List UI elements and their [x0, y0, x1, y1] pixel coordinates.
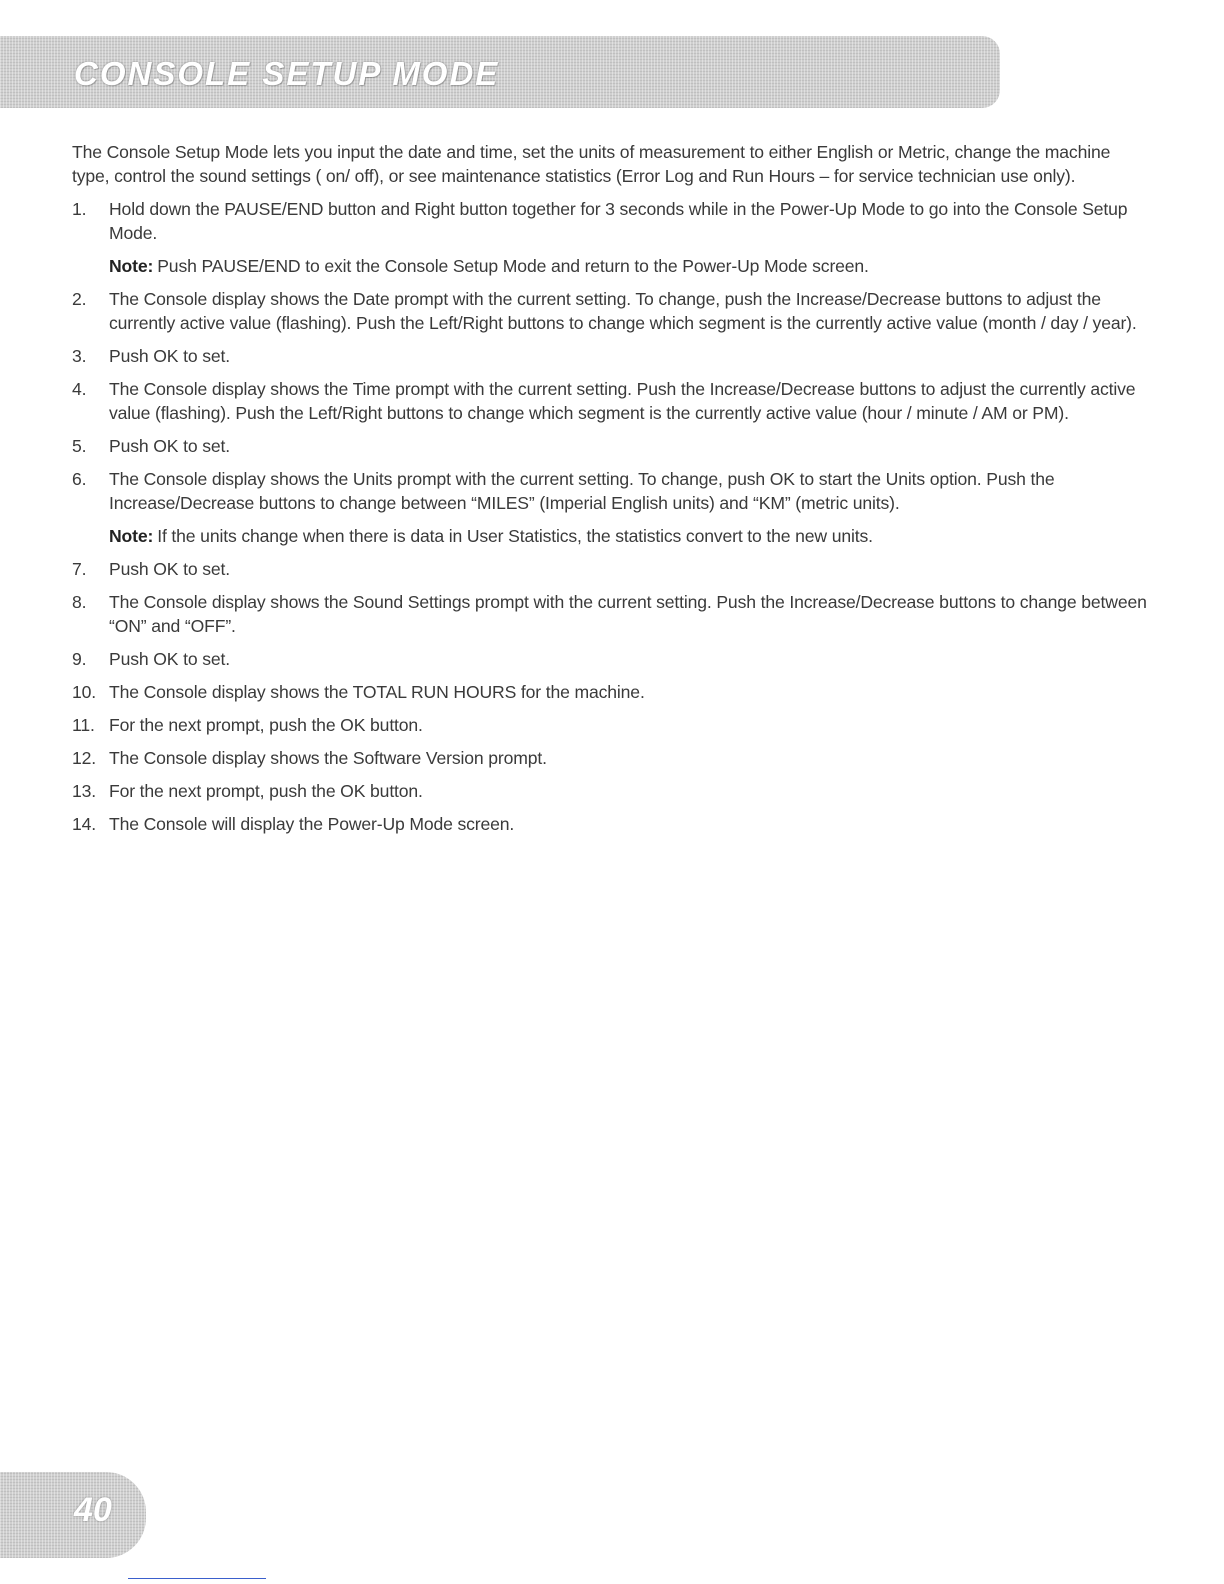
step-text: The Console display shows the TOTAL RUN HOURS for the machine.	[109, 682, 645, 702]
note-label: Note:	[109, 526, 154, 546]
step-item	[72, 377, 1152, 425]
step-number: 14.	[72, 814, 97, 834]
step-number: 1.	[72, 199, 87, 219]
step-text: The Console will display the Power-Up Mode screen.	[109, 814, 515, 834]
main-content	[72, 140, 1152, 845]
step-item	[72, 590, 1152, 638]
step-item	[72, 434, 1152, 458]
steps-list	[72, 197, 1152, 836]
note-text: Push PAUSE/END to exit the Console Setup Mode and return to the Power-Up Mode screen.	[157, 256, 869, 276]
step-number: 6.	[72, 469, 87, 489]
step-number: 10.	[72, 682, 97, 702]
step-number: 9.	[72, 649, 87, 669]
step-number: 3.	[72, 346, 87, 366]
step-number: 7.	[72, 559, 87, 579]
step-item	[72, 746, 1152, 770]
step-item	[72, 467, 1152, 548]
step-text: Hold down the PAUSE/END button and Right button together for 3 seconds while in the Power-Up Mode to go into the Console Setup Mode.	[109, 199, 1128, 243]
step-item	[72, 557, 1152, 581]
step-item	[72, 647, 1152, 671]
step-text: Push OK to set.	[109, 436, 230, 456]
footer-rule	[128, 1578, 266, 1579]
step-number: 2.	[72, 289, 87, 309]
step-number: 5.	[72, 436, 87, 456]
step-item	[72, 344, 1152, 368]
step-number: 13.	[72, 781, 97, 801]
step-text: The Console display shows the Software Version prompt.	[109, 748, 547, 768]
step-number: 11.	[72, 715, 95, 735]
page-number-tab	[0, 1472, 146, 1558]
step-text: Push OK to set.	[109, 346, 230, 366]
step-text: The Console display shows the Units prompt with the current setting. To change, push OK to start the Units option. Push the Increase/Decrease buttons to change between “MILES” (Imperial English units) and “KM” (metric units).	[109, 469, 1055, 513]
step-number: 12.	[72, 748, 97, 768]
step-item	[72, 680, 1152, 704]
step-text: The Console display shows the Date prompt with the current setting. To change, push the Increase/Decrease buttons to adjust the currently active value (flashing). Push the Left/Right buttons to change which segment is the currently active value (month / day / year).	[109, 289, 1137, 333]
step-item	[72, 713, 1152, 737]
step-text: Push OK to set.	[109, 649, 230, 669]
step-item	[72, 197, 1152, 278]
step-number: 4.	[72, 379, 87, 399]
step-text: Push OK to set.	[109, 559, 230, 579]
intro-paragraph: The Console Setup Mode lets you input the date and time, set the units of measurement to either English or Metric, change the machine type, control the sound settings ( on/ off), or see maintenance statistics (Error Log and Run Hours – for service technician use only).	[72, 142, 1111, 186]
step-note	[109, 254, 1152, 278]
step-item	[72, 812, 1152, 836]
note-text: If the units change when there is data in User Statistics, the statistics convert to the new units.	[157, 526, 873, 546]
step-item	[72, 779, 1152, 803]
note-label: Note:	[109, 256, 154, 276]
step-text: The Console display shows the Sound Settings prompt with the current setting. Push the Increase/Decrease buttons to change between “ON” and “OFF”.	[109, 592, 1147, 636]
step-number: 8.	[72, 592, 87, 612]
step-text: For the next prompt, push the OK button.	[109, 715, 423, 735]
step-text: For the next prompt, push the OK button.	[109, 781, 423, 801]
step-text: The Console display shows the Time prompt with the current setting. Push the Increase/Decrease buttons to adjust the currently active value (flashing). Push the Left/Right buttons to change which segment is the currently active value (hour / minute / AM or PM).	[109, 379, 1136, 423]
page-number: 40	[74, 1491, 112, 1529]
step-note	[109, 524, 1152, 548]
step-item	[72, 287, 1152, 335]
page-title: CONSOLE SETUP MODE	[74, 55, 500, 92]
